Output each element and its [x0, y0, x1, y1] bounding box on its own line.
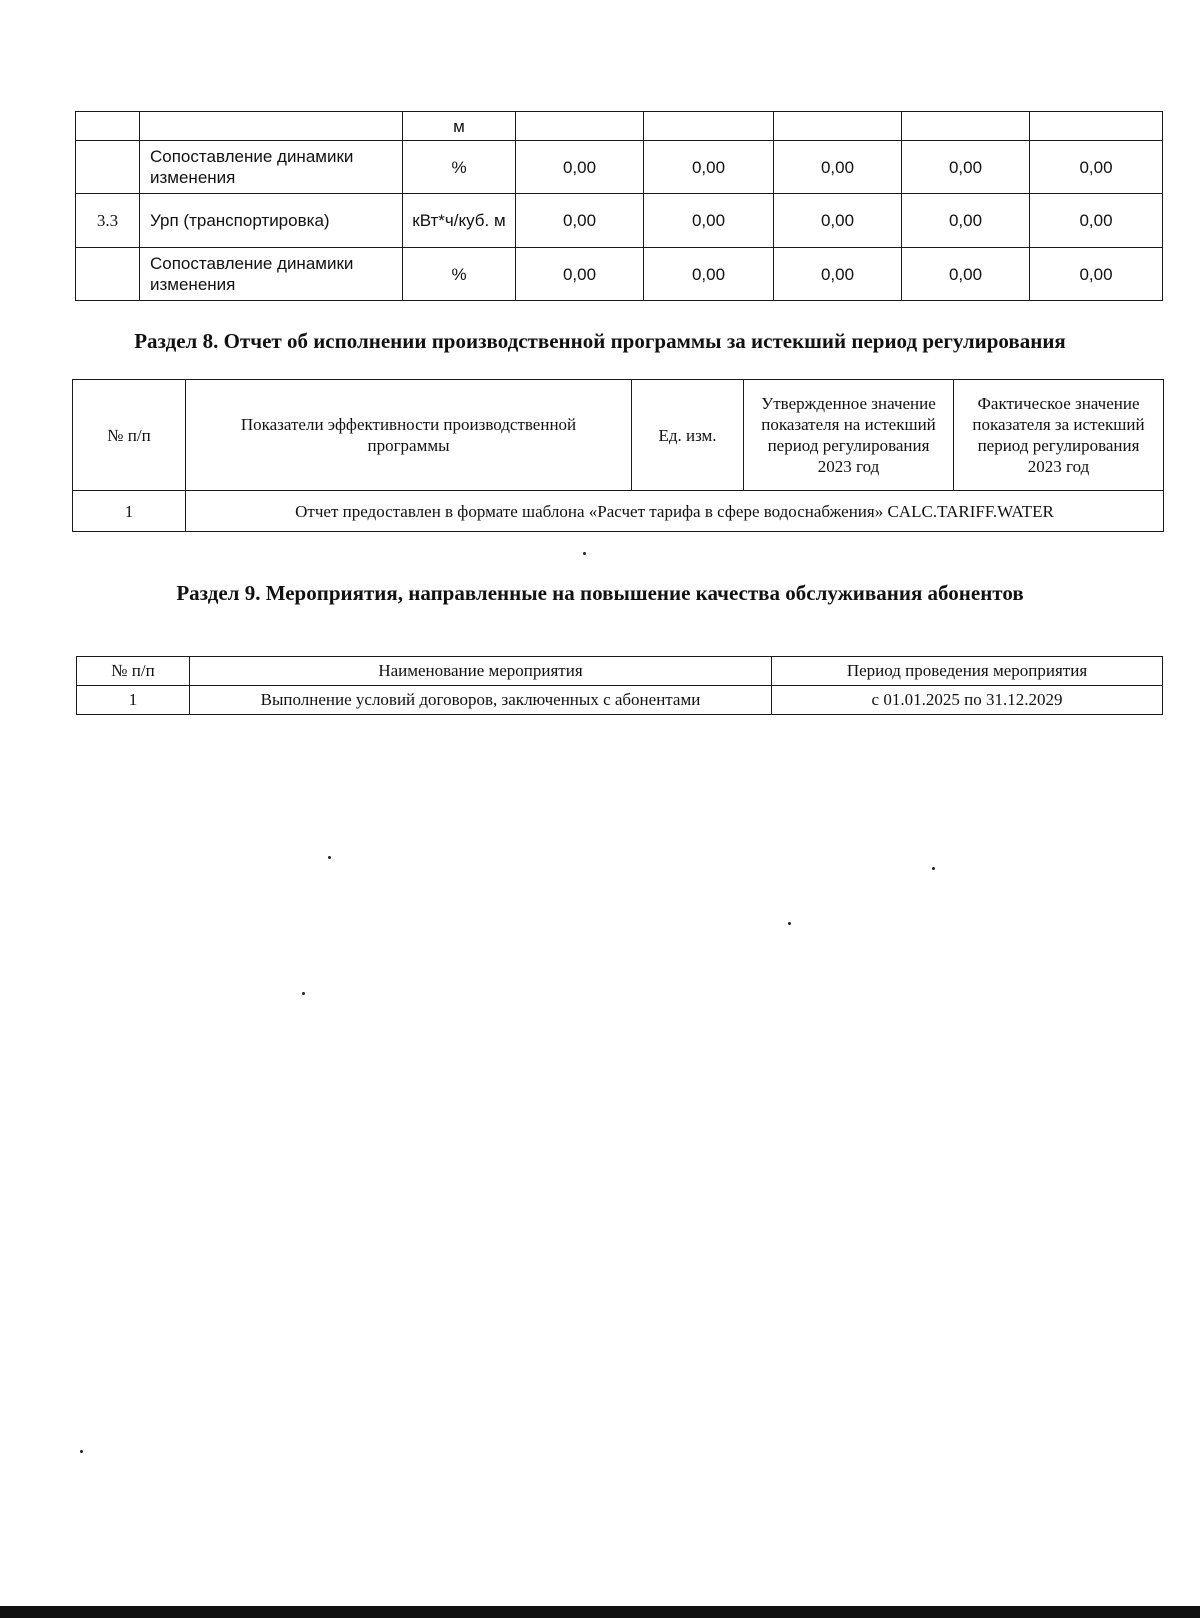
table-row — [76, 141, 1163, 194]
scan-speck — [583, 552, 586, 555]
activity-name-cell: Выполнение условий договоров, заключенных с абонентами — [190, 686, 772, 715]
column-header-indicators: Показатели эффективности производственной программы — [186, 380, 632, 491]
value-cell: 0,00 — [644, 194, 774, 248]
unit-cell: % — [403, 248, 516, 301]
scan-speck — [932, 867, 935, 870]
column-header-number: № п/п — [73, 380, 186, 491]
section-8-table — [72, 379, 1164, 532]
number-cell: 1 — [73, 491, 186, 532]
name-cell: Урп (транспортировка) — [140, 194, 403, 248]
value-cell: 0,00 — [644, 248, 774, 301]
name-cell: Сопоставление динамики изменения — [140, 141, 403, 194]
value-cell — [774, 112, 902, 141]
column-header-number: № п/п — [77, 657, 190, 686]
value-cell — [644, 112, 774, 141]
value-cell: 0,00 — [902, 141, 1030, 194]
name-cell: Сопоставление динамики изменения — [140, 248, 403, 301]
column-header-approved: Утвержденное значение показателя на истекший период регулирования 2023 год — [744, 380, 954, 491]
number-cell — [76, 141, 140, 194]
table-row — [73, 491, 1164, 532]
value-cell: 0,00 — [1030, 248, 1163, 301]
value-cell: 0,00 — [902, 194, 1030, 248]
indicators-continuation-table — [75, 111, 1163, 301]
section-9-heading: Раздел 9. Мероприятия, направленные на повышение качества обслуживания абонентов — [176, 581, 1024, 605]
table-row — [76, 194, 1163, 248]
value-cell — [902, 112, 1030, 141]
value-cell: 0,00 — [774, 141, 902, 194]
number-cell — [76, 248, 140, 301]
unit-cell: м — [403, 112, 516, 141]
table-row — [76, 248, 1163, 301]
name-cell — [140, 112, 403, 141]
value-cell: 0,00 — [774, 248, 902, 301]
number-cell: 3.3 — [76, 194, 140, 248]
number-cell: 1 — [77, 686, 190, 715]
unit-cell: % — [403, 141, 516, 194]
value-cell: 0,00 — [1030, 141, 1163, 194]
scan-speck — [302, 992, 305, 995]
scan-speck — [80, 1450, 83, 1453]
value-cell — [1030, 112, 1163, 141]
table-header-row — [77, 657, 1163, 686]
unit-cell: кВт*ч/куб. м — [403, 194, 516, 248]
section-9-table — [76, 656, 1163, 715]
table-header-row — [73, 380, 1164, 491]
number-cell — [76, 112, 140, 141]
column-header-period: Период проведения мероприятия — [772, 657, 1163, 686]
value-cell: 0,00 — [516, 141, 644, 194]
scan-speck — [788, 922, 791, 925]
value-cell: 0,00 — [902, 248, 1030, 301]
column-header-unit: Ед. изм. — [632, 380, 744, 491]
table-row — [76, 112, 1163, 141]
activity-period-cell: с 01.01.2025 по 31.12.2029 — [772, 686, 1163, 715]
scan-speck — [328, 856, 331, 859]
table-row — [77, 686, 1163, 715]
value-cell — [516, 112, 644, 141]
column-header-name: Наименование мероприятия — [190, 657, 772, 686]
report-note-cell: Отчет предоставлен в формате шаблона «Расчет тарифа в сфере водоснабжения» CALC.TARIFF.WATER — [186, 491, 1164, 532]
value-cell: 0,00 — [644, 141, 774, 194]
value-cell: 0,00 — [1030, 194, 1163, 248]
value-cell: 0,00 — [774, 194, 902, 248]
value-cell: 0,00 — [516, 248, 644, 301]
section-8-heading: Раздел 8. Отчет об исполнении производственной программы за истекший период регулирования — [134, 329, 1066, 353]
scan-bottom-edge — [0, 1606, 1200, 1618]
value-cell: 0,00 — [516, 194, 644, 248]
column-header-actual: Фактическое значение показателя за истекший период регулирования 2023 год — [954, 380, 1164, 491]
